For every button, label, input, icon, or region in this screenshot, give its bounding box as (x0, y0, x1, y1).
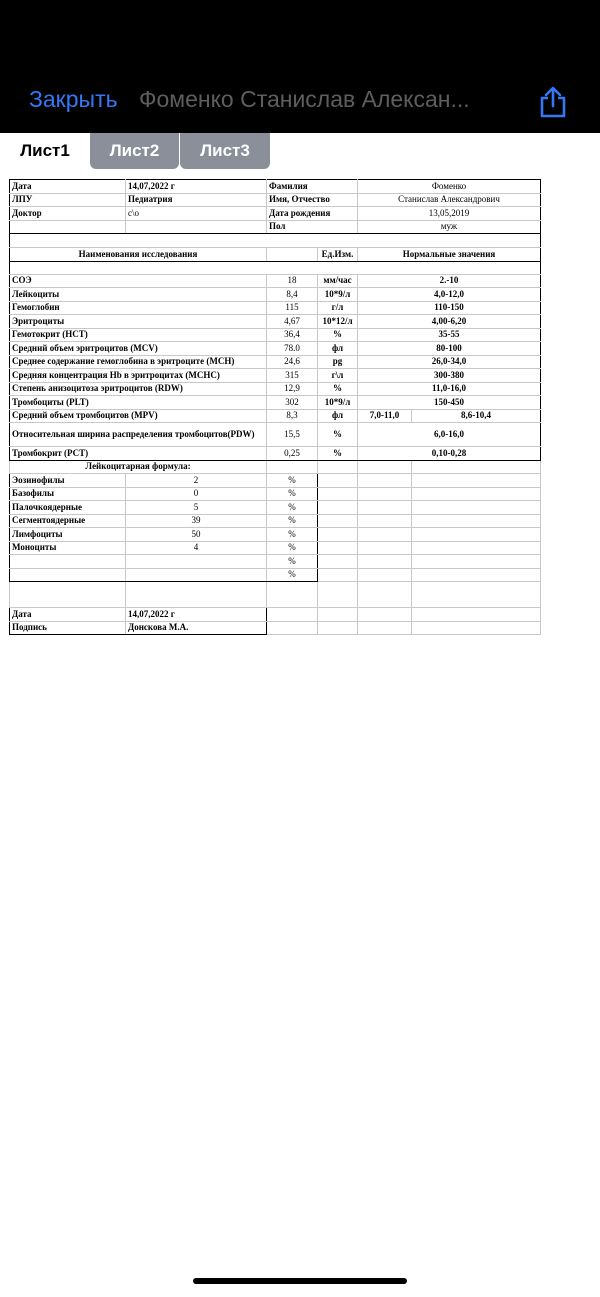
formula-name: Эозинофилы (10, 474, 126, 488)
dob-label: Дата рождения (267, 207, 358, 221)
formula-unit: % (267, 555, 318, 569)
doctor-label: Доктор (10, 207, 126, 221)
test-unit: % (318, 328, 358, 342)
list-item (10, 501, 541, 515)
test-norm: 110-150 (358, 301, 541, 315)
document-title: Фоменко Станислав Алексан... (139, 86, 470, 112)
header-row (10, 207, 541, 221)
test-unit: г\л (318, 369, 358, 383)
test-value: 8,4 (267, 288, 318, 302)
formula-value (126, 568, 267, 582)
test-unit: фл (318, 342, 358, 356)
test-value: 302 (267, 396, 318, 410)
test-unit: % (318, 382, 358, 396)
test-norm: 4,0-12,0 (358, 288, 541, 302)
test-norm: 35-55 (358, 328, 541, 342)
test-value: 15,5 (267, 423, 318, 447)
test-value: 18 (267, 274, 318, 288)
footer-sign-label: Подпись (10, 621, 126, 635)
test-unit: pg (318, 355, 358, 369)
test-name: Тромбокрит (РСТ) (10, 447, 267, 461)
lab-results-table (9, 179, 541, 635)
test-name: Эритроциты (10, 315, 267, 329)
col-unit-header: Ед.Изм. (318, 248, 358, 262)
header-row (10, 220, 541, 234)
formula-value: 39 (126, 514, 267, 528)
test-norm: 2.-10 (358, 274, 541, 288)
test-name: СОЭ (10, 274, 267, 288)
test-name: Средний объем эритроцитов (MCV) (10, 342, 267, 356)
formula-unit: % (267, 474, 318, 488)
test-value: 12,9 (267, 382, 318, 396)
test-value: 315 (267, 369, 318, 383)
top-nav-bar (0, 0, 600, 133)
test-norm: 26,0-34,0 (358, 355, 541, 369)
lpu-value: Педиатрия (126, 193, 267, 207)
table-row (10, 369, 541, 383)
home-indicator[interactable] (193, 1278, 407, 1284)
name-label: Имя, Отчество (267, 193, 358, 207)
table-row (10, 328, 541, 342)
tab-sheet2[interactable]: Лист2 (90, 133, 179, 169)
header-row (10, 180, 541, 194)
test-unit: % (318, 447, 358, 461)
lpu-label: ЛПУ (10, 193, 126, 207)
test-value: 4,67 (267, 315, 318, 329)
formula-name: Лимфоциты (10, 528, 126, 542)
formula-unit: % (267, 528, 318, 542)
test-name: Лейкоциты (10, 288, 267, 302)
list-item (10, 474, 541, 488)
formula-name: Палочкоядерные (10, 501, 126, 515)
dob-value: 13,05,2019 (358, 207, 541, 221)
test-norm: 4,00-6,20 (358, 315, 541, 329)
test-value: 0,25 (267, 447, 318, 461)
test-name: Относительная ширина распределения тромбоцитов(PDW) (10, 423, 267, 447)
test-name: Тромбоциты (PLT) (10, 396, 267, 410)
list-item (10, 555, 541, 569)
test-name: Среднее содержание гемоглобина в эритроците (МСН) (10, 355, 267, 369)
tab-sheet1[interactable]: Лист1 (0, 133, 90, 169)
test-unit: г/л (318, 301, 358, 315)
test-unit: 10*9/л (318, 288, 358, 302)
test-norm: 0,10-0,28 (358, 447, 541, 461)
test-unit: 10*12/л (318, 315, 358, 329)
table-row (10, 288, 541, 302)
formula-value: 0 (126, 487, 267, 501)
test-norm: 150-450 (358, 396, 541, 410)
formula-value: 5 (126, 501, 267, 515)
formula-name: Моноциты (10, 541, 126, 555)
tab-sheet3[interactable]: Лист3 (180, 133, 270, 169)
table-row (10, 301, 541, 315)
col-name-header: Наименования исследования (10, 248, 267, 262)
formula-name: Базофилы (10, 487, 126, 501)
test-value: 36,4 (267, 328, 318, 342)
formula-unit: % (267, 568, 318, 582)
test-unit: % (318, 423, 358, 447)
table-row (10, 342, 541, 356)
list-item (10, 487, 541, 501)
footer-date-value: 14,07,2022 г (126, 608, 267, 622)
test-norm: 11,0-16,0 (358, 382, 541, 396)
table-row (10, 274, 541, 288)
list-item (10, 514, 541, 528)
date-label: Дата (10, 180, 126, 194)
test-name: Гемоглобин (10, 301, 267, 315)
test-name: Средняя концентрация Hb в эритроцитах (МСНС) (10, 369, 267, 383)
formula-unit: % (267, 487, 318, 501)
surname-label: Фамилия (267, 180, 358, 194)
col-norm-header: Нормальные значения (358, 248, 541, 262)
list-item (10, 568, 541, 582)
test-unit: фл (318, 409, 358, 423)
table-row (10, 382, 541, 396)
table-row (10, 447, 541, 461)
test-norm: 80-100 (358, 342, 541, 356)
footer-sign-value: Донскова М.А. (126, 621, 267, 635)
list-item (10, 528, 541, 542)
footer-row (10, 608, 541, 622)
test-value: 24,6 (267, 355, 318, 369)
formula-unit: % (267, 501, 318, 515)
test-unit: 10*9/л (318, 396, 358, 410)
footer-row (10, 621, 541, 635)
formula-unit: % (267, 541, 318, 555)
table-row (10, 423, 541, 447)
test-norm: 6,0-16,0 (358, 423, 541, 447)
formula-value: 2 (126, 474, 267, 488)
table-row (10, 396, 541, 410)
doctor-value: с\о (126, 207, 267, 221)
formula-value: 4 (126, 541, 267, 555)
test-value: 78.0 (267, 342, 318, 356)
test-name: Средний объем тромбоцитов (MPV) (10, 409, 267, 423)
test-value: 115 (267, 301, 318, 315)
test-norm: 300-380 (358, 369, 541, 383)
formula-name (10, 568, 126, 582)
close-button[interactable]: Закрыть (29, 86, 118, 112)
list-item (10, 541, 541, 555)
formula-name: Сегментоядерные (10, 514, 126, 528)
formula-title-row (10, 460, 541, 474)
table-row (10, 409, 541, 423)
test-value: 8,3 (267, 409, 318, 423)
sheet-tabs (0, 133, 600, 169)
sex-label: Пол (267, 220, 358, 234)
surname-value: Фоменко (358, 180, 541, 194)
date-value: 14,07,2022 г (126, 180, 267, 194)
name-value: Станислав Александрович (358, 193, 541, 207)
table-row (10, 355, 541, 369)
spreadsheet (9, 179, 541, 635)
formula-value: 50 (126, 528, 267, 542)
test-norm: 8,6-10,4 (412, 409, 541, 423)
table-row (10, 315, 541, 329)
formula-title: Лейкоцитарная формула: (10, 460, 267, 474)
test-name: Гемотокрит (НСТ) (10, 328, 267, 342)
column-header-row (10, 248, 541, 262)
test-unit: мм/час (318, 274, 358, 288)
test-name: Степень анизоцитоза эритроцитов (RDW) (10, 382, 267, 396)
header-row (10, 193, 541, 207)
formula-name (10, 555, 126, 569)
share-icon[interactable] (537, 85, 569, 119)
formula-unit: % (267, 514, 318, 528)
formula-value (126, 555, 267, 569)
footer-date-label: Дата (10, 608, 126, 622)
sex-value: муж (358, 220, 541, 234)
test-norm-alt: 7,0-11,0 (358, 409, 412, 423)
